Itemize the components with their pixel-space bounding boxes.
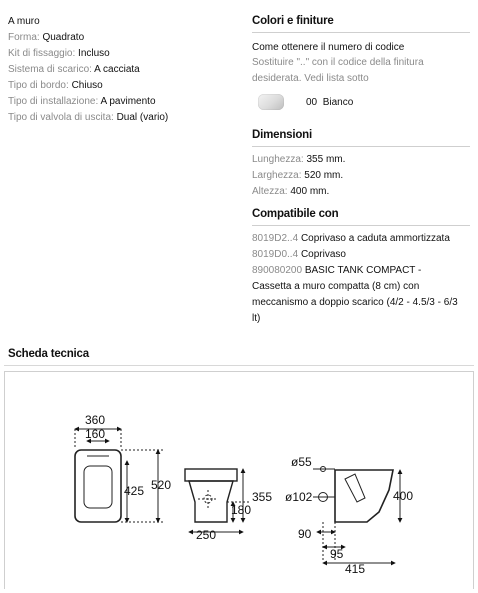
dim-side-width: 250 bbox=[196, 528, 217, 542]
spec-label: Tipo di valvola di uscita: bbox=[8, 112, 114, 123]
dim-section-415: 415 bbox=[345, 562, 366, 576]
spec-value: Incluso bbox=[78, 48, 110, 59]
spec-value: A cacciata bbox=[94, 64, 140, 75]
dim-front-height-inner: 425 bbox=[124, 484, 145, 498]
finish-swatch[interactable] bbox=[258, 94, 284, 110]
dim-section-90: 90 bbox=[298, 527, 312, 541]
spec-label: Tipo di bordo: bbox=[8, 80, 69, 91]
compatible-desc: Coprivaso a caduta ammortizzata bbox=[300, 233, 450, 244]
dimension-height bbox=[252, 184, 329, 199]
dimension-width bbox=[252, 168, 343, 183]
front-view bbox=[75, 429, 163, 522]
spec-label: Sistema di scarico: bbox=[8, 64, 92, 75]
divider bbox=[4, 365, 474, 366]
side-view-rim bbox=[185, 469, 237, 481]
spec-type-value: A muro bbox=[8, 16, 40, 27]
spec-value: Quadrato bbox=[42, 32, 85, 43]
code-howto: Come ottenere il numero di codice bbox=[252, 42, 405, 53]
spec-flush-system bbox=[8, 62, 140, 77]
dim-section-diameter-top: ø55 bbox=[291, 455, 312, 469]
compatible-heading: Compatibile con bbox=[252, 208, 339, 220]
divider bbox=[252, 32, 470, 33]
side-view-body bbox=[189, 481, 233, 522]
divider bbox=[252, 146, 470, 147]
finish-name: Bianco bbox=[322, 97, 354, 108]
dim-side-height: 355 bbox=[252, 490, 273, 504]
compatible-code: 890080200 bbox=[252, 265, 303, 276]
spec-fixing-kit bbox=[8, 46, 110, 61]
spec-rim-type bbox=[8, 78, 103, 93]
dim-front-width-inner: 160 bbox=[85, 427, 106, 441]
finish-entry[interactable] bbox=[306, 95, 353, 110]
compatible-desc: Coprivaso bbox=[300, 249, 346, 260]
compatible-desc-line: Cassetta a muro compatta (8 cm) con bbox=[252, 281, 420, 292]
code-note-line2: desiderata. Vedi lista sotto bbox=[252, 73, 369, 84]
dimension-value: 355 mm. bbox=[306, 154, 346, 165]
front-view-outline bbox=[75, 450, 121, 522]
compatible-desc-line: meccanismo a doppio scarico (4/2 - 4.5/3 - 6/3 bbox=[252, 297, 458, 308]
spec-label: Kit di fissaggio: bbox=[8, 48, 76, 59]
spec-value: A pavimento bbox=[100, 96, 156, 107]
spec-installation bbox=[8, 94, 156, 109]
dimension-value: 520 mm. bbox=[304, 170, 344, 181]
spec-value: Dual (vario) bbox=[116, 112, 169, 123]
dim-front-width-top: 360 bbox=[85, 413, 106, 427]
technical-drawing-frame bbox=[4, 371, 474, 589]
dim-section-height: 400 bbox=[393, 489, 414, 503]
technical-heading: Scheda tecnica bbox=[8, 348, 89, 360]
compatible-code: 8019D2..4 bbox=[252, 233, 299, 244]
dimensions-heading: Dimensioni bbox=[252, 129, 312, 141]
spec-label: Forma: bbox=[8, 32, 40, 43]
spec-valve-type bbox=[8, 110, 168, 125]
dim-section-diameter: ø102 bbox=[285, 490, 313, 504]
spec-shape bbox=[8, 30, 84, 45]
side-view bbox=[185, 469, 252, 532]
compatible-desc-line: lt) bbox=[252, 313, 261, 324]
spec-type bbox=[8, 14, 40, 29]
dim-front-height-total: 520 bbox=[151, 478, 172, 492]
code-note-line1: Sostituire ".." con il codice della finitura bbox=[252, 57, 424, 68]
dim-side-height-low: 180 bbox=[231, 503, 252, 517]
compatible-code: 8019D0..4 bbox=[252, 249, 299, 260]
compatible-desc: BASIC TANK COMPACT - bbox=[304, 265, 422, 276]
spec-label: Tipo di installazione: bbox=[8, 96, 99, 107]
dimension-label: Lunghezza: bbox=[252, 154, 304, 165]
dimension-length bbox=[252, 152, 345, 167]
compatible-item[interactable] bbox=[252, 263, 421, 278]
dim-section-95: 95 bbox=[330, 547, 344, 561]
dimension-label: Larghezza: bbox=[252, 170, 302, 181]
colors-heading: Colori e finiture bbox=[252, 15, 334, 27]
section-view-trap bbox=[345, 474, 365, 502]
technical-drawing bbox=[5, 372, 473, 590]
divider bbox=[252, 225, 470, 226]
finish-code: 00 bbox=[306, 97, 318, 108]
dimension-label: Altezza: bbox=[252, 186, 288, 197]
spec-value: Chiuso bbox=[71, 80, 103, 91]
compatible-item[interactable] bbox=[252, 247, 346, 262]
front-view-bowl bbox=[84, 466, 112, 508]
section-view bbox=[313, 467, 400, 564]
dimension-value: 400 mm. bbox=[290, 186, 330, 197]
compatible-item[interactable] bbox=[252, 231, 450, 246]
